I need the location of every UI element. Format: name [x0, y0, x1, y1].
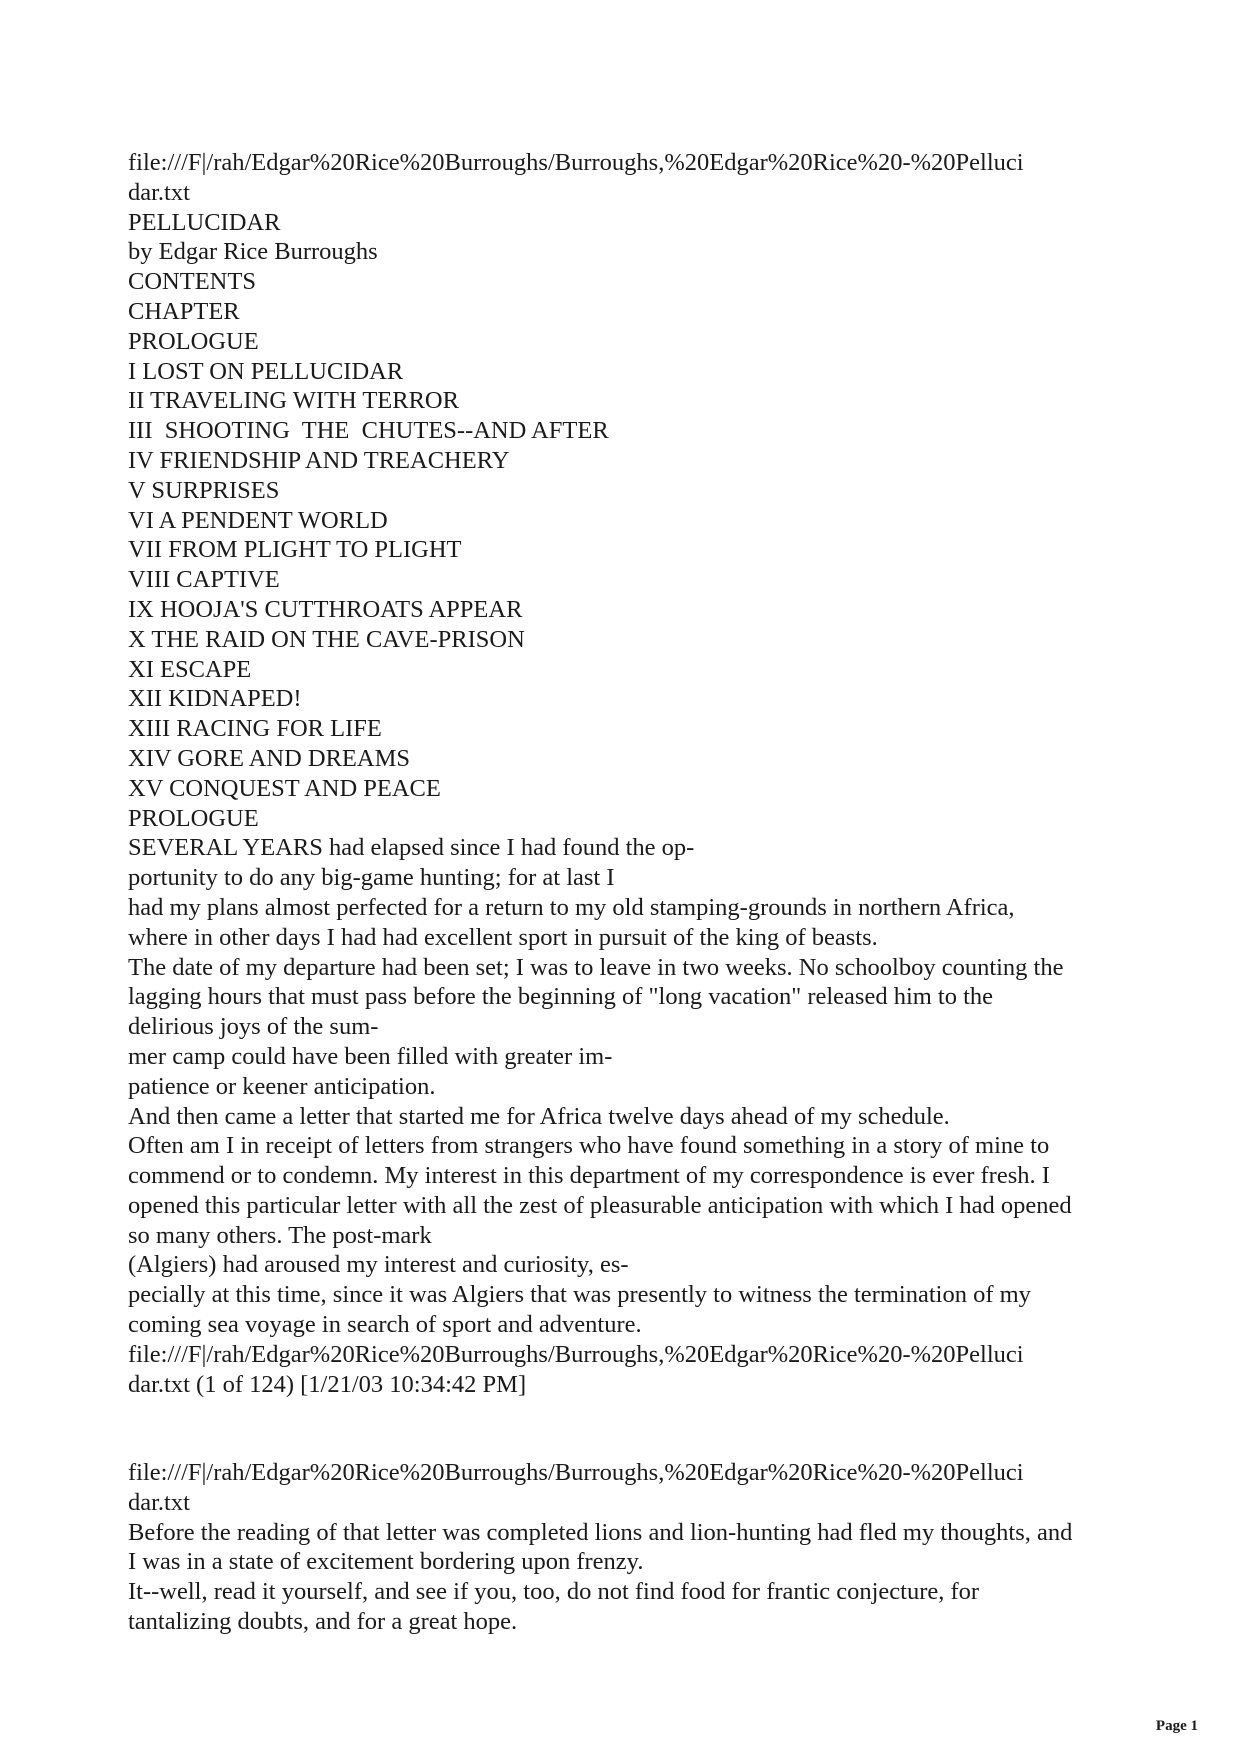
- body-text-line: (Algiers) had aroused my interest and curiosity, es-: [128, 1251, 629, 1279]
- body-text-line: patience or keener anticipation.: [128, 1072, 436, 1100]
- body-text-line: coming sea voyage in search of sport and adventure.: [128, 1311, 642, 1339]
- toc-entry: VI A PENDENT WORLD: [128, 506, 388, 534]
- body-text-line: opened this particular letter with all the zest of pleasurable anticipation with which I had opened: [128, 1191, 1072, 1219]
- file-path-line: file:///F|/rah/Edgar%20Rice%20Burroughs/Burroughs,%20Edgar%20Rice%20-%20Pelluci: [128, 1459, 1024, 1486]
- book-author: by Edgar Rice Burroughs: [128, 238, 378, 266]
- body-text-line: where in other days I had had excellent sport in pursuit of the king of beasts.: [128, 923, 878, 951]
- body-text-line: I was in a state of excitement bordering upon frenzy.: [128, 1548, 644, 1576]
- toc-entry: I LOST ON PELLUCIDAR: [128, 357, 404, 385]
- file-path-line: file:///F|/rah/Edgar%20Rice%20Burroughs/Burroughs,%20Edgar%20Rice%20-%20Pelluci: [128, 149, 1024, 176]
- body-text-line: lagging hours that must pass before the beginning of "long vacation" released him to the: [128, 983, 994, 1011]
- body-text-line: had my plans almost perfected for a return to my old stamping-grounds in northern Africa,: [128, 893, 1015, 921]
- toc-entry: IV FRIENDSHIP AND TREACHERY: [128, 446, 510, 474]
- body-text-line: It--well, read it yourself, and see if you, too, do not find food for frantic conjecture, for: [128, 1578, 980, 1606]
- body-text-line: pecially at this time, since it was Algiers that was presently to witness the termination of my: [128, 1281, 1031, 1309]
- file-path-footer-line: file:///F|/rah/Edgar%20Rice%20Burroughs/Burroughs,%20Edgar%20Rice%20-%20Pelluci: [128, 1340, 1024, 1368]
- body-text-line: SEVERAL YEARS had elapsed since I had found the op-: [128, 834, 695, 862]
- body-text-line: delirious joys of the sum-: [128, 1013, 379, 1041]
- toc-entry: VIII CAPTIVE: [128, 566, 280, 594]
- toc-entry: XV CONQUEST AND PEACE: [128, 774, 441, 802]
- toc-entry: II TRAVELING WITH TERROR: [128, 387, 459, 415]
- prologue-heading: PROLOGUE: [128, 804, 259, 832]
- toc-entry: IX HOOJA'S CUTTHROATS APPEAR: [128, 595, 523, 623]
- toc-entry: V SURPRISES: [128, 476, 280, 504]
- file-path-line-continued: dar.txt: [128, 1488, 190, 1516]
- text-block-bottom: [128, 1458, 1138, 1637]
- toc-entry: XI ESCAPE: [128, 655, 252, 683]
- toc-entry: VII FROM PLIGHT TO PLIGHT: [128, 536, 462, 564]
- toc-entry: XII KIDNAPED!: [128, 685, 302, 713]
- body-text-line: mer camp could have been filled with greater im-: [128, 1042, 613, 1070]
- toc-entry: XIII RACING FOR LIFE: [128, 715, 382, 743]
- contents-heading: CONTENTS: [128, 268, 256, 296]
- body-text-line: Often am I in receipt of letters from strangers who have found something in a story of mine to: [128, 1132, 1050, 1160]
- toc-entry: PROLOGUE: [128, 327, 259, 355]
- body-text-line: The date of my departure had been set; I was to leave in two weeks. No schoolboy counting the: [128, 953, 1064, 981]
- file-path-footer-line-continued: dar.txt (1 of 124) [1/21/03 10:34:42 PM]: [128, 1370, 527, 1398]
- toc-entry: XIV GORE AND DREAMS: [128, 744, 411, 772]
- toc-entry: III SHOOTING THE CHUTES--AND AFTER: [128, 417, 609, 445]
- file-path-line-continued: dar.txt: [128, 178, 190, 206]
- body-text-line: tantalizing doubts, and for a great hope.: [128, 1607, 518, 1635]
- body-text-line: Before the reading of that letter was completed lions and lion-hunting had fled my thoughts, and: [128, 1518, 1073, 1546]
- page-number: Page 1: [1155, 1718, 1198, 1734]
- chapter-heading: CHAPTER: [128, 297, 240, 325]
- text-block-top: [128, 148, 1138, 1399]
- body-text-line: so many others. The post-mark: [128, 1221, 432, 1249]
- body-text-line: portunity to do any big-game hunting; for at last I: [128, 864, 615, 892]
- body-text-line: And then came a letter that started me for Africa twelve days ahead of my schedule.: [128, 1102, 950, 1130]
- body-text-line: commend or to condemn. My interest in this department of my correspondence is ever fresh. I: [128, 1162, 1050, 1190]
- book-title: PELLUCIDAR: [128, 208, 281, 236]
- toc-entry: X THE RAID ON THE CAVE-PRISON: [128, 625, 525, 653]
